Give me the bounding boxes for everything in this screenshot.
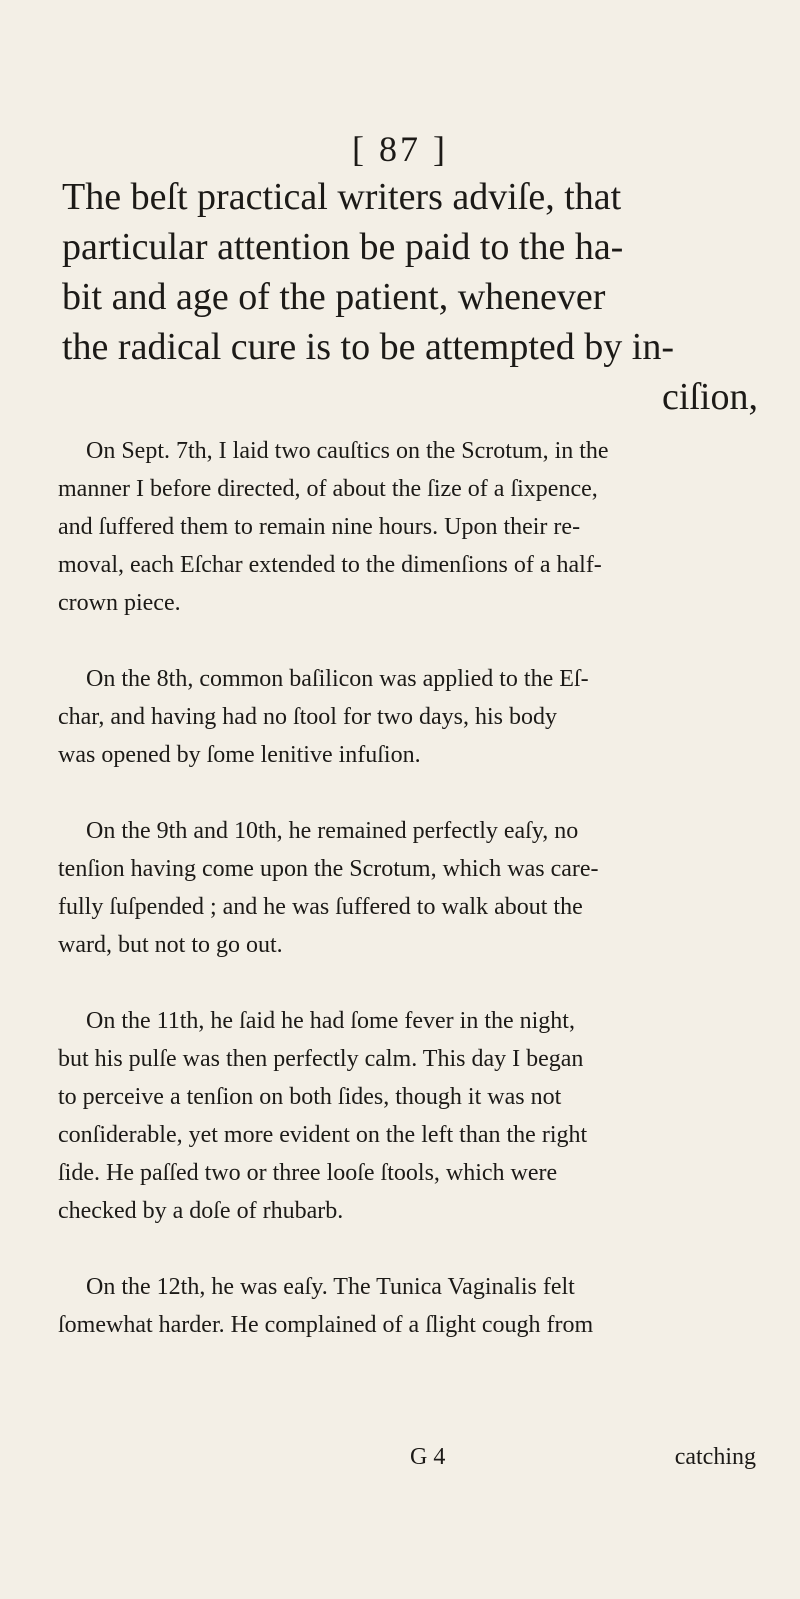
entry-line: and ſuffered them to remain nine hours. Upon their re- bbox=[58, 514, 581, 540]
entry-line: On the 11th, he ſaid he had ſome fever in the night, bbox=[86, 1008, 575, 1034]
signature-mark: G 4 bbox=[410, 1444, 446, 1470]
intro-line: the radical cure is to be attempted by in- bbox=[62, 326, 674, 368]
entry-sept-7 bbox=[58, 432, 756, 622]
intro-line: ciſion, bbox=[661, 376, 758, 418]
entry-line: On the 9th and 10th, he remained perfectly eaſy, no bbox=[86, 818, 579, 844]
entry-line: ſomewhat harder. He complained of a ſlight cough from bbox=[58, 1312, 594, 1338]
entry-line: On the 12th, he was eaſy. The Tunica Vaginalis felt bbox=[86, 1274, 575, 1300]
entry-line: manner I before directed, of about the ſize of a ſixpence, bbox=[58, 476, 598, 502]
entry-line: moval, each Eſchar extended to the dimenſions of a half- bbox=[58, 552, 602, 578]
intro-paragraph bbox=[62, 172, 758, 422]
entry-8th bbox=[58, 660, 756, 774]
intro-line: particular attention be paid to the ha- bbox=[62, 226, 624, 268]
entry-line: to perceive a tenſion on both ſides, though it was not bbox=[58, 1084, 562, 1110]
case-entries bbox=[58, 432, 756, 1382]
entry-line: On the 8th, common baſilicon was applied to the Eſ- bbox=[86, 666, 589, 692]
entry-12th bbox=[58, 1268, 756, 1344]
entry-line: but his pulſe was then perfectly calm. This day I began bbox=[58, 1046, 584, 1072]
entry-line: ward, but not to go out. bbox=[58, 932, 283, 958]
entry-9th-10th bbox=[58, 812, 756, 964]
intro-line: bit and age of the patient, whenever bbox=[62, 276, 606, 318]
entry-line: ſide. He paſſed two or three looſe ſtools, which were bbox=[58, 1160, 558, 1186]
entry-line: tenſion having come upon the Scrotum, which was care- bbox=[58, 856, 599, 882]
entry-line: fully ſuſpended ; and he was ſuffered to walk about the bbox=[58, 894, 583, 920]
entry-line: char, and having had no ſtool for two days, his body bbox=[58, 704, 557, 730]
entry-line: crown piece. bbox=[58, 590, 181, 616]
entry-line: was opened by ſome lenitive infuſion. bbox=[58, 742, 421, 768]
entry-11th bbox=[58, 1002, 756, 1230]
catchword: catching bbox=[674, 1444, 756, 1470]
entry-line: On Sept. 7th, I laid two cauſtics on the Scrotum, in the bbox=[86, 438, 609, 464]
entry-line: conſiderable, yet more evident on the left than the right bbox=[58, 1122, 588, 1148]
entry-line: checked by a doſe of rhubarb. bbox=[58, 1198, 344, 1224]
page-number: [ 87 ] bbox=[352, 129, 448, 169]
intro-line: The beſt practical writers adviſe, that bbox=[62, 176, 622, 218]
page-footer bbox=[0, 1444, 800, 1484]
